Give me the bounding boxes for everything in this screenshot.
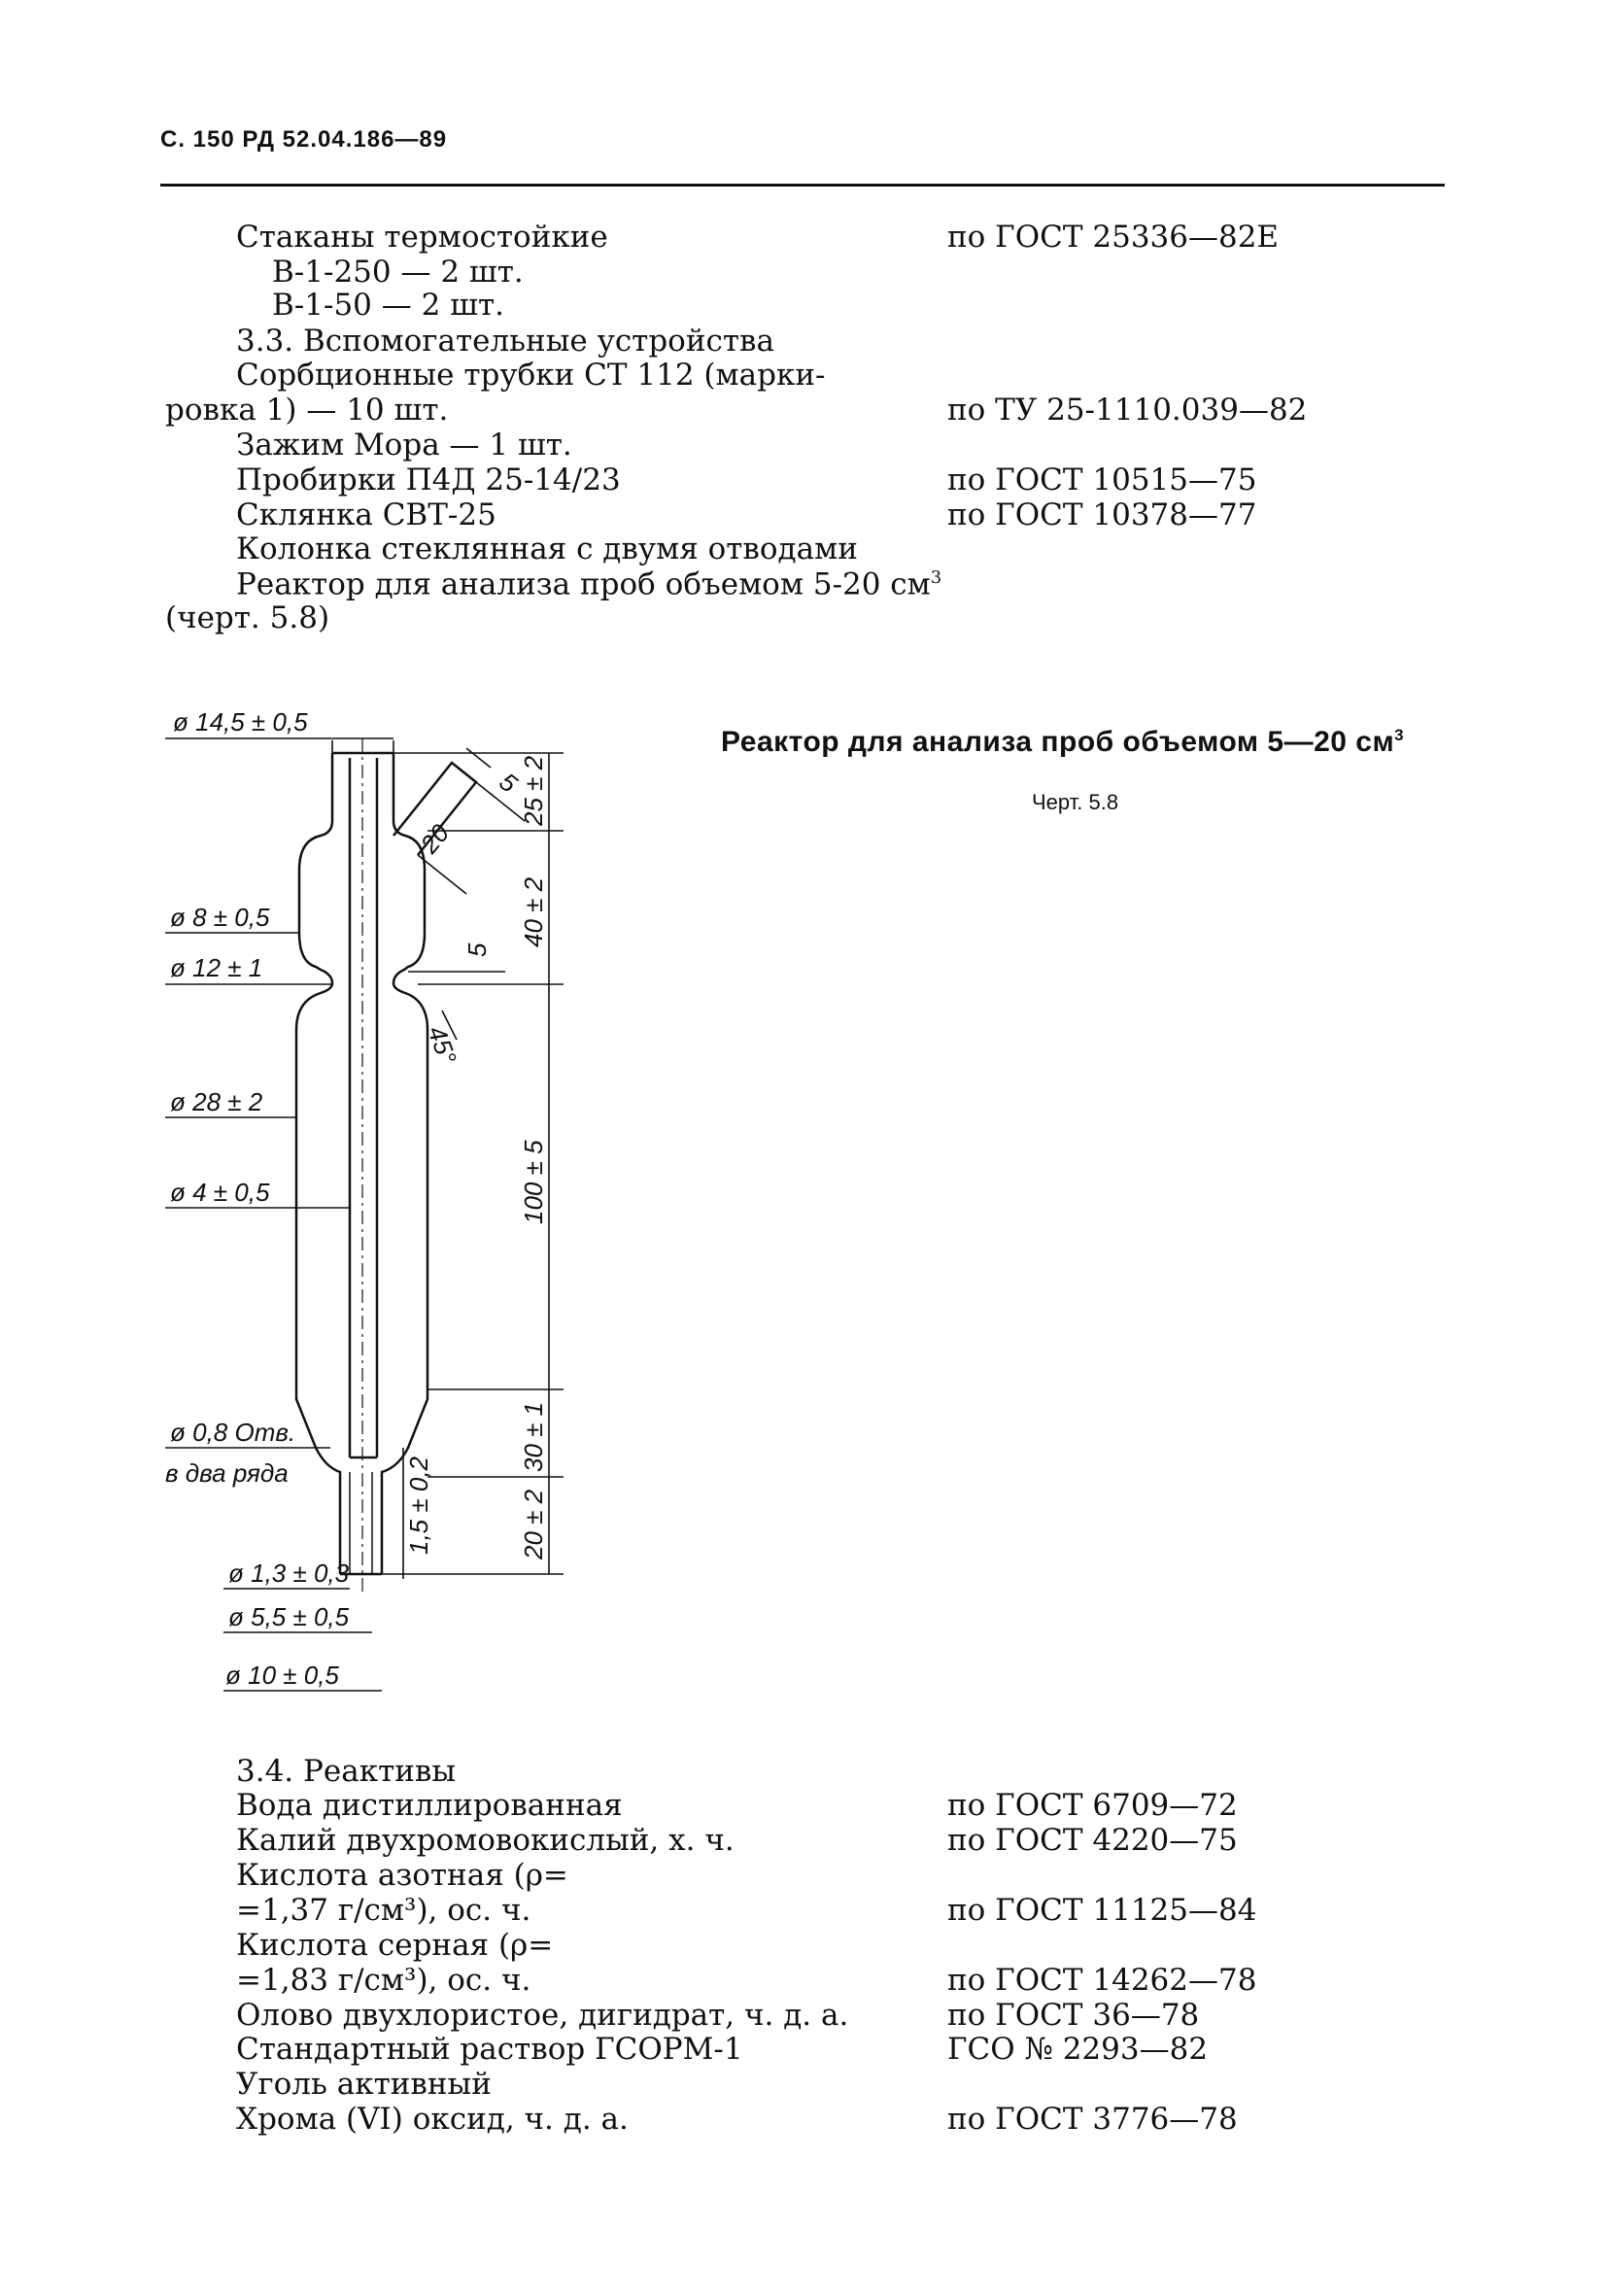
text-line: =1,83 г/см³), ос. ч.: [236, 1963, 531, 1998]
figure-title-text: Реактор для анализа проб объемом 5—20 см: [721, 726, 1395, 758]
text-line: Пробирки П4Д 25-14/23: [236, 463, 621, 497]
dim-40: 40 ± 2: [519, 876, 548, 947]
dim-25: 25 ± 2: [519, 755, 548, 826]
section-heading: 3.4. Реактивы: [236, 1754, 457, 1789]
text-line: =1,37 г/см³), ос. ч.: [236, 1893, 531, 1928]
standard-ref: по ГОСТ 36—78: [947, 1998, 1200, 2033]
standard-ref: по ГОСТ 10515—75: [947, 463, 1257, 497]
text-line: Колонка стеклянная с двумя отводами: [236, 531, 858, 566]
dim-1-3-diameter: ø 1,3 ± 0,3: [228, 1559, 350, 1588]
text-line: Стаканы термостойкие: [236, 220, 608, 255]
dim-inner-diameter: ø 4 ± 0,5: [170, 1178, 270, 1207]
section-heading: 3.3. Вспомогательные устройства: [236, 324, 774, 359]
standard-ref: по ТУ 25-1110.039—82: [947, 393, 1308, 428]
dimension-lines: [165, 738, 564, 1691]
standard-ref: по ГОСТ 4220—75: [947, 1823, 1238, 1858]
dim-body-diameter: ø 28 ± 2: [170, 1087, 263, 1116]
text-line: Склянка СВТ-25: [236, 497, 496, 532]
text-line: В-1-250 — 2 шт.: [272, 255, 524, 290]
left-outline: [296, 753, 340, 1574]
superscript: 3: [930, 567, 942, 588]
dim-5-5-diameter: ø 5,5 ± 0,5: [228, 1602, 350, 1631]
standard-ref: по ГОСТ 10378—77: [947, 497, 1257, 532]
dim-side-5: 5: [494, 767, 524, 799]
page-header: С. 150 РД 52.04.186—89: [160, 126, 448, 153]
dim-angle: 45°: [422, 1021, 463, 1069]
dim-12-diameter: ø 12 ± 1: [170, 953, 263, 982]
standard-ref: по ГОСТ 25336—82Е: [947, 220, 1280, 255]
text-line: Зажим Мора — 1 шт.: [236, 428, 572, 463]
text-line: В-1-50 — 2 шт.: [272, 288, 505, 323]
text-line: (черт. 5.8): [165, 600, 330, 635]
dim-side-5b: 5: [462, 942, 492, 957]
right-outline: [382, 753, 427, 1574]
standard-ref: ГСО № 2293—82: [947, 2032, 1209, 2067]
dim-100: 100 ± 5: [519, 1140, 548, 1224]
text-line: Сорбционные трубки СТ 112 (марки-: [236, 358, 826, 393]
text-line: Вода дистиллированная: [236, 1788, 623, 1823]
text-line: ровка 1) — 10 шт.: [165, 393, 449, 428]
dim-top-diameter: ø 14,5 ± 0,5: [173, 707, 308, 737]
standard-ref: по ГОСТ 3776—78: [947, 2102, 1238, 2137]
standard-ref: по ГОСТ 11125—84: [947, 1893, 1257, 1928]
superscript: 3: [1394, 726, 1405, 744]
dim-holes: ø 0,8 Отв.: [170, 1418, 296, 1447]
text-line: Кислота азотная (ρ=: [236, 1858, 568, 1893]
dim-holes-rows: в два ряда: [165, 1458, 289, 1488]
dim-10-diameter: ø 10 ± 0,5: [225, 1661, 339, 1690]
figure-caption: Черт. 5.8: [1032, 790, 1119, 814]
dim-30: 30 ± 1: [519, 1401, 548, 1472]
standard-ref: по ГОСТ 14262—78: [947, 1963, 1257, 1998]
standard-ref: по ГОСТ 6709—72: [947, 1788, 1238, 1823]
text-line: Калий двухромовокислый, х. ч.: [236, 1823, 735, 1858]
reactor-outline: [296, 753, 476, 1574]
text-line-body: Реактор для анализа проб объемом 5-20 см: [236, 566, 931, 602]
text-line: Хрома (VI) оксид, ч. д. а.: [236, 2102, 629, 2137]
dim-20: 20 ± 2: [519, 1489, 548, 1559]
text-line: Олово двухлористое, дигидрат, ч. д. а.: [236, 1998, 849, 2033]
dim-neck-diameter: ø 8 ± 0,5: [170, 903, 270, 932]
text-line: Стандартный раствор ГСОРМ-1: [236, 2032, 743, 2067]
text-line: Кислота серная (ρ=: [236, 1928, 554, 1963]
dim-1-5: 1,5 ± 0,2: [404, 1456, 433, 1555]
dim-side-20: 20: [414, 818, 456, 859]
text-line: Уголь активный: [236, 2067, 492, 2102]
